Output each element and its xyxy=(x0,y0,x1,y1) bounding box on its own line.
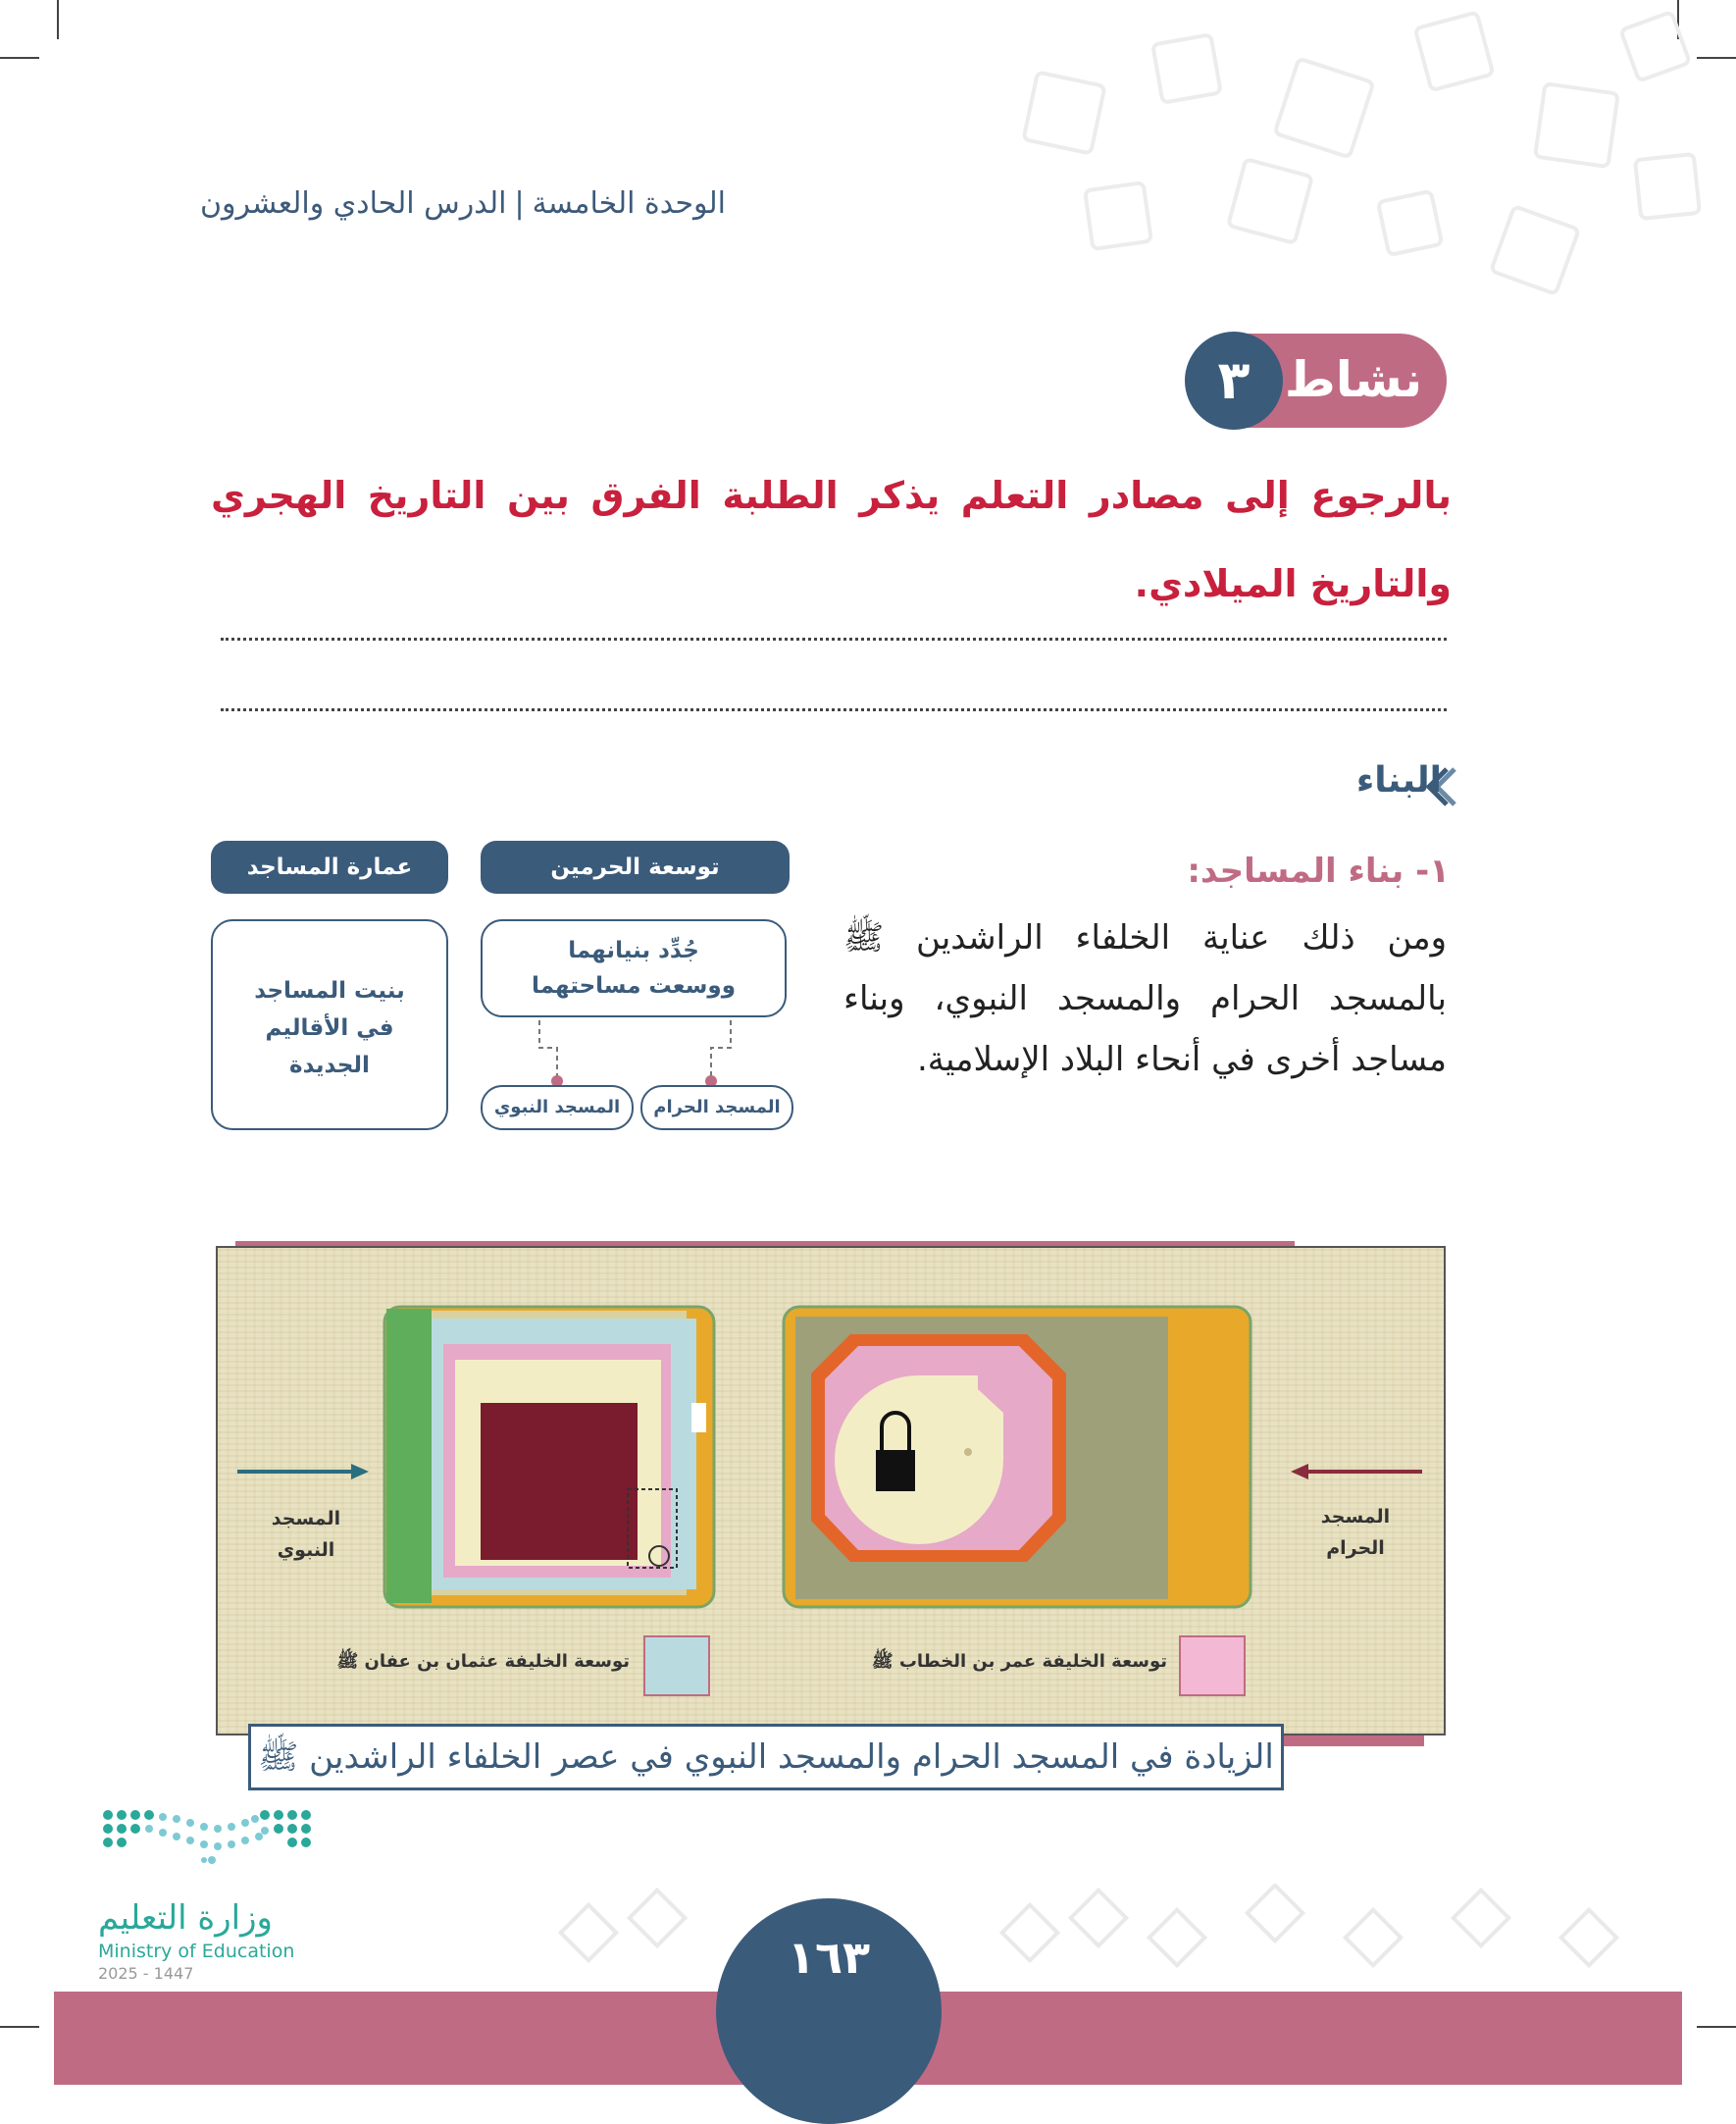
crop-mark xyxy=(0,57,39,59)
arrow-right-icon xyxy=(235,1462,373,1481)
expansion-line-1: جُدِّد بنيانهما xyxy=(568,938,699,963)
building-line-3: الجديدة xyxy=(289,1053,370,1078)
building-title: عمارة المساجد xyxy=(211,841,448,894)
footer-pattern xyxy=(549,1884,1677,1992)
expansion-title: توسعة الحرمين xyxy=(481,841,790,894)
legend-swatch-umar xyxy=(1179,1635,1246,1696)
answer-line[interactable] xyxy=(221,708,1447,711)
lesson-title: الدرس الحادي والعشرون xyxy=(199,186,507,221)
mosques-diagram xyxy=(216,1246,1446,1735)
haram-plan xyxy=(782,1305,1252,1609)
legend-uthman: توسعة الخليفة عثمان بن عفان ﷺ xyxy=(336,1651,630,1672)
connector-lines xyxy=(510,1018,765,1087)
legend-umar: توسعة الخليفة عمر بن الخطاب ﷺ xyxy=(871,1651,1167,1672)
arrow-left-icon xyxy=(1287,1462,1424,1481)
expansion-line-2: ووسعت مساحتهما xyxy=(531,973,737,999)
answer-line[interactable] xyxy=(221,638,1447,641)
edition-year: 2025 - 1447 xyxy=(98,1964,194,1983)
label-nabawi xyxy=(237,1503,375,1566)
building-box xyxy=(211,919,448,1130)
section-paragraph: ومن ذلك عناية الخلفاء الراشدين ﷺ بالمسجد الحرام والمسجد النبوي، وبناء مساجد أخرى في أنحاء البلاد الإسلامية. xyxy=(843,918,1447,1079)
building-line-2: في الأقاليم xyxy=(265,1015,394,1041)
ministry-name-en: Ministry of Education xyxy=(98,1941,295,1962)
page-number: ١٦٣ xyxy=(716,1898,942,2124)
label-nabawi-2: النبوي xyxy=(277,1539,335,1561)
activity-instruction: بالرجوع إلى مصادر التعلم يذكر الطلبة الفرق بين التاريخ الهجري والتاريخ الميلادي. xyxy=(211,474,1452,605)
label-haram-1: المسجد xyxy=(1320,1506,1391,1528)
expansion-box xyxy=(481,919,787,1017)
legend-swatch-uthman xyxy=(643,1635,710,1696)
crop-mark xyxy=(1697,2026,1736,2028)
tag-haram: المسجد الحرام xyxy=(640,1085,793,1130)
unit-title: الوحدة الخامسة xyxy=(532,186,726,221)
label-nabawi-1: المسجد xyxy=(271,1508,341,1529)
crop-mark xyxy=(0,2026,39,2028)
header-separator: | xyxy=(514,186,525,221)
building-line-1: بنيت المساجد xyxy=(254,978,405,1004)
section-title: البناء xyxy=(1355,760,1442,801)
label-haram xyxy=(1287,1501,1424,1564)
tag-nabawi: المسجد النبوي xyxy=(481,1085,634,1130)
ministry-logo-icon xyxy=(98,1805,314,1884)
decorative-pattern xyxy=(991,0,1736,324)
ministry-name-ar: وزارة التعليم xyxy=(98,1898,273,1938)
diagram-caption: الزيادة في المسجد الحرام والمسجد النبوي في عصر الخلفاء الراشدين ﷺ xyxy=(248,1724,1284,1790)
subsection-title: ١- بناء المساجد: xyxy=(1187,852,1450,891)
page-header xyxy=(200,186,726,221)
label-haram-2: الحرام xyxy=(1326,1537,1385,1559)
activity-label: نشاط xyxy=(1284,351,1423,408)
nabawi-plan xyxy=(383,1305,716,1609)
crop-mark xyxy=(57,0,59,39)
activity-number: ٣ xyxy=(1185,332,1283,430)
